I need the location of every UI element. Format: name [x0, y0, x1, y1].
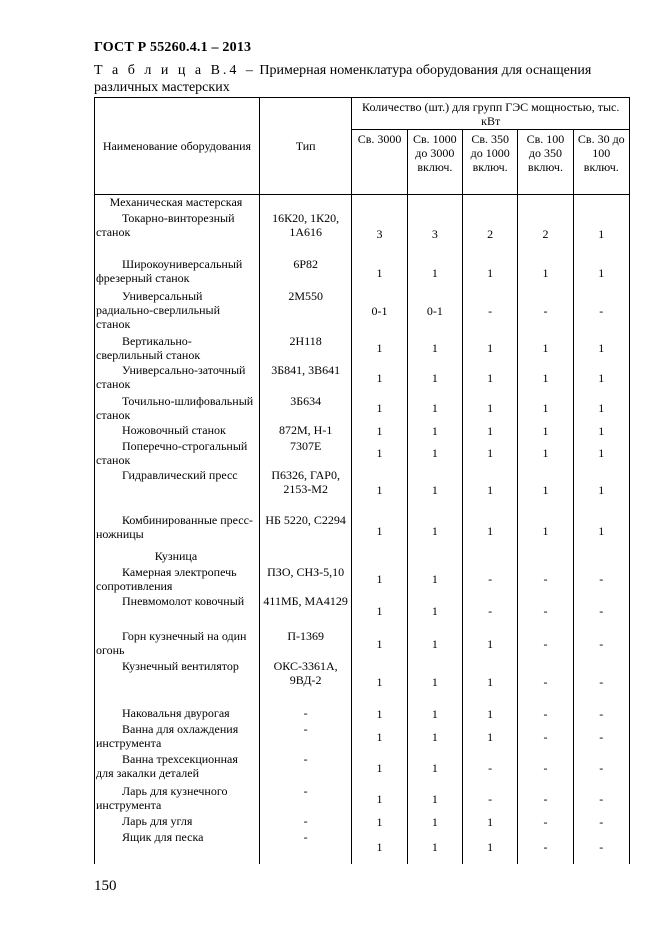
quantity-cell: -: [463, 565, 518, 594]
table-row: [95, 439, 630, 468]
quantity-cell: 1: [407, 468, 462, 513]
quantity-cell: 1: [518, 423, 573, 439]
equipment-name-text: Ларь для угля: [122, 813, 193, 828]
equipment-type: П-1369: [259, 629, 352, 659]
equipment-name-text: Камерная электропечь сопротивления: [96, 564, 237, 593]
quantity-cell: 1: [352, 722, 407, 752]
empty-cell: [352, 195, 407, 211]
quantity-cell: 1: [352, 784, 407, 814]
table-caption: [94, 63, 591, 79]
empty-cell: [518, 195, 573, 211]
equipment-name: [95, 468, 260, 513]
equipment-name: [95, 722, 260, 752]
quantity-cell: 0-1: [407, 289, 462, 334]
empty-cell: [352, 549, 407, 565]
equipment-name-text: Универсально-заточный станок: [96, 362, 246, 391]
quantity-cell: 1: [573, 513, 629, 549]
quantity-cell: 2: [463, 211, 518, 257]
quantity-cell: 1: [407, 423, 462, 439]
quantity-cell: -: [573, 722, 629, 752]
equipment-type: 6Р82: [259, 257, 352, 289]
equipment-name: [95, 629, 260, 659]
column-header-quantity: Количество (шт.) для групп ГЭС мощностью, тыс. кВт: [352, 98, 630, 130]
quantity-cell: 1: [573, 468, 629, 513]
equipment-name: [95, 289, 260, 334]
quantity-cell: -: [573, 629, 629, 659]
quantity-cell: 1: [518, 513, 573, 549]
table-row: [95, 814, 630, 830]
equipment-name: [95, 211, 260, 257]
table-row: [95, 468, 630, 513]
equipment-type: 16К20, 1К20, 1А616: [259, 211, 352, 257]
quantity-cell: 1: [407, 513, 462, 549]
table-caption-prefix: Т а б л и ц а В.4 –: [94, 63, 256, 78]
equipment-name-text: Гидравлический пресс: [122, 467, 238, 482]
empty-cell: [573, 549, 629, 565]
column-header-group: Св. 100 до 350 включ.: [518, 130, 573, 195]
equipment-name-text: Кузнечный вентилятор: [122, 658, 239, 673]
quantity-cell: 1: [352, 423, 407, 439]
quantity-cell: -: [518, 594, 573, 629]
equipment-name-text: Ящик для песка: [122, 829, 204, 844]
empty-cell: [573, 195, 629, 211]
quantity-cell: 1: [463, 423, 518, 439]
equipment-name-text: Универсальный радиально-сверлильный станок: [96, 288, 221, 331]
quantity-cell: -: [518, 565, 573, 594]
section-title: Кузница: [95, 549, 260, 565]
quantity-cell: 1: [573, 211, 629, 257]
equipment-name-text: Комбинированные пресс-ножницы: [96, 512, 253, 541]
quantity-cell: -: [573, 706, 629, 722]
equipment-name-text: Токарно-винторезный станок: [96, 210, 235, 239]
column-header-group: Св. 1000 до 3000 включ.: [407, 130, 462, 195]
empty-cell: [463, 549, 518, 565]
quantity-cell: 1: [463, 722, 518, 752]
equipment-name: [95, 513, 260, 549]
equipment-type: 7307Е: [259, 439, 352, 468]
equipment-type: 3Б634: [259, 394, 352, 423]
quantity-cell: 1: [352, 439, 407, 468]
empty-cell: [259, 195, 352, 211]
quantity-cell: -: [463, 289, 518, 334]
equipment-type: ОКС-3361А, 9ВД-2: [259, 659, 352, 706]
equipment-type: 2М550: [259, 289, 352, 334]
equipment-table: [94, 97, 630, 864]
equipment-name: [95, 814, 260, 830]
column-header-group: Св. 350 до 1000 включ.: [463, 130, 518, 195]
quantity-cell: 1: [352, 814, 407, 830]
equipment-name-text: Ванна для охлаждения инструмента: [96, 721, 239, 750]
equipment-type: -: [259, 830, 352, 864]
equipment-name: [95, 830, 260, 864]
equipment-type: -: [259, 752, 352, 784]
quantity-cell: -: [518, 752, 573, 784]
quantity-cell: 1: [407, 334, 462, 363]
equipment-name: [95, 257, 260, 289]
equipment-name-text: Ванна трехсекционная для закалки деталей: [96, 751, 238, 780]
equipment-type: -: [259, 814, 352, 830]
quantity-cell: 1: [352, 334, 407, 363]
page-number: 150: [94, 878, 117, 894]
equipment-name-text: Поперечно-строгальный станок: [96, 438, 248, 467]
quantity-cell: 1: [352, 468, 407, 513]
quantity-cell: 1: [352, 257, 407, 289]
quantity-cell: -: [463, 594, 518, 629]
table-row: [95, 423, 630, 439]
table-row: [95, 752, 630, 784]
equipment-type: 2Н118: [259, 334, 352, 363]
quantity-cell: -: [518, 706, 573, 722]
quantity-cell: -: [518, 830, 573, 864]
quantity-cell: 1: [407, 752, 462, 784]
quantity-cell: 1: [352, 394, 407, 423]
quantity-cell: 1: [573, 257, 629, 289]
quantity-cell: -: [518, 814, 573, 830]
quantity-cell: 1: [407, 830, 462, 864]
column-header-group: Св. 30 до 100 включ.: [573, 130, 629, 195]
equipment-name: [95, 423, 260, 439]
quantity-cell: -: [573, 594, 629, 629]
empty-cell: [518, 549, 573, 565]
quantity-cell: 1: [352, 659, 407, 706]
column-header-name: Наименование оборудования: [95, 98, 260, 195]
equipment-name-text: Ножовочный станок: [122, 422, 226, 437]
equipment-type: НБ 5220, С2294: [259, 513, 352, 549]
table-row: [95, 211, 630, 257]
equipment-type: 872М, Н-1: [259, 423, 352, 439]
quantity-cell: 1: [407, 257, 462, 289]
quantity-cell: 1: [407, 629, 462, 659]
equipment-name-text: Ларь для кузнечного инструмента: [96, 783, 228, 812]
quantity-cell: -: [518, 659, 573, 706]
equipment-name-text: Пневмомолот ковочный: [122, 593, 245, 608]
quantity-cell: 1: [352, 513, 407, 549]
equipment-name-text: Точильно-шлифовальный станок: [96, 393, 254, 422]
equipment-name: [95, 439, 260, 468]
quantity-cell: 1: [407, 565, 462, 594]
table-row: [95, 784, 630, 814]
table-row: [95, 659, 630, 706]
quantity-cell: 1: [518, 257, 573, 289]
equipment-type: -: [259, 706, 352, 722]
quantity-cell: 1: [407, 784, 462, 814]
quantity-cell: -: [573, 565, 629, 594]
table-row: [95, 334, 630, 363]
quantity-cell: 1: [518, 468, 573, 513]
table-row: [95, 830, 630, 864]
table-row: [95, 289, 630, 334]
quantity-cell: -: [518, 629, 573, 659]
equipment-name: [95, 334, 260, 363]
empty-cell: [407, 195, 462, 211]
quantity-cell: -: [573, 830, 629, 864]
document-header: ГОСТ Р 55260.4.1 – 2013: [94, 40, 252, 55]
quantity-cell: 1: [463, 334, 518, 363]
quantity-cell: 1: [352, 565, 407, 594]
equipment-name: [95, 594, 260, 629]
equipment-type: П6326, ГАР0, 2153-М2: [259, 468, 352, 513]
quantity-cell: 3: [407, 211, 462, 257]
table-row: [95, 722, 630, 752]
quantity-cell: 1: [352, 752, 407, 784]
quantity-cell: 1: [352, 830, 407, 864]
table-row: [95, 513, 630, 549]
equipment-type: -: [259, 784, 352, 814]
equipment-name: [95, 752, 260, 784]
quantity-cell: -: [518, 722, 573, 752]
quantity-cell: 1: [518, 394, 573, 423]
quantity-cell: 1: [463, 814, 518, 830]
equipment-type: -: [259, 722, 352, 752]
table-row: [95, 565, 630, 594]
section-row: [95, 195, 630, 211]
empty-cell: [463, 195, 518, 211]
quantity-cell: 1: [407, 706, 462, 722]
table-row: [95, 706, 630, 722]
quantity-cell: 1: [352, 629, 407, 659]
equipment-name: [95, 784, 260, 814]
equipment-name: [95, 394, 260, 423]
table-row: [95, 257, 630, 289]
quantity-cell: 1: [573, 363, 629, 394]
quantity-cell: 1: [407, 439, 462, 468]
quantity-cell: 1: [573, 394, 629, 423]
quantity-cell: 1: [463, 513, 518, 549]
quantity-cell: -: [518, 289, 573, 334]
equipment-name: [95, 565, 260, 594]
equipment-type: 3Б841, 3В641: [259, 363, 352, 394]
equipment-name: [95, 706, 260, 722]
table-row: [95, 394, 630, 423]
equipment-type: 411МБ, МА4129: [259, 594, 352, 629]
quantity-cell: 1: [463, 830, 518, 864]
quantity-cell: 1: [463, 439, 518, 468]
quantity-cell: 3: [352, 211, 407, 257]
quantity-cell: -: [518, 784, 573, 814]
quantity-cell: 1: [407, 722, 462, 752]
quantity-cell: 0-1: [352, 289, 407, 334]
column-header-group: Св. 3000: [352, 130, 407, 195]
quantity-cell: 1: [463, 257, 518, 289]
quantity-cell: 1: [352, 594, 407, 629]
quantity-cell: -: [573, 289, 629, 334]
quantity-cell: 1: [463, 394, 518, 423]
equipment-name-text: Широкоуниверсальный фрезерный станок: [96, 256, 243, 285]
quantity-cell: 1: [407, 594, 462, 629]
table-row: [95, 594, 630, 629]
column-header-type: Тип: [259, 98, 352, 195]
quantity-cell: -: [573, 659, 629, 706]
equipment-type: ПЗО, СНЗ-5,10: [259, 565, 352, 594]
quantity-cell: 1: [407, 394, 462, 423]
quantity-cell: 1: [463, 363, 518, 394]
quantity-cell: -: [573, 814, 629, 830]
quantity-cell: 1: [518, 363, 573, 394]
quantity-cell: -: [463, 752, 518, 784]
quantity-cell: 1: [463, 629, 518, 659]
quantity-cell: 1: [518, 334, 573, 363]
quantity-cell: 1: [463, 468, 518, 513]
quantity-cell: 1: [573, 334, 629, 363]
equipment-name-text: Горн кузнечный на один огонь: [96, 628, 247, 657]
quantity-cell: 1: [407, 659, 462, 706]
table-caption-text: Примерная номенклатура оборудования для оснащения: [259, 63, 592, 78]
quantity-cell: 1: [407, 814, 462, 830]
section-row: [95, 549, 630, 565]
quantity-cell: 1: [518, 439, 573, 468]
quantity-cell: -: [463, 784, 518, 814]
equipment-name: [95, 659, 260, 706]
equipment-name-text: Наковальня двурогая: [122, 705, 230, 720]
quantity-cell: 1: [463, 659, 518, 706]
empty-cell: [259, 549, 352, 565]
section-title: Механическая мастерская: [95, 195, 260, 211]
equipment-name-text: Вертикально-сверлильный станок: [96, 333, 201, 362]
quantity-cell: 1: [463, 706, 518, 722]
quantity-cell: -: [573, 784, 629, 814]
quantity-cell: 1: [352, 706, 407, 722]
quantity-cell: 1: [573, 423, 629, 439]
empty-cell: [407, 549, 462, 565]
table-row: [95, 629, 630, 659]
quantity-cell: 1: [573, 439, 629, 468]
table-caption-continuation: различных мастерских: [94, 80, 230, 95]
quantity-cell: 1: [352, 363, 407, 394]
quantity-cell: 1: [407, 363, 462, 394]
table-body: [95, 195, 630, 864]
quantity-cell: -: [573, 752, 629, 784]
quantity-cell: 2: [518, 211, 573, 257]
equipment-name: [95, 363, 260, 394]
table-row: [95, 363, 630, 394]
